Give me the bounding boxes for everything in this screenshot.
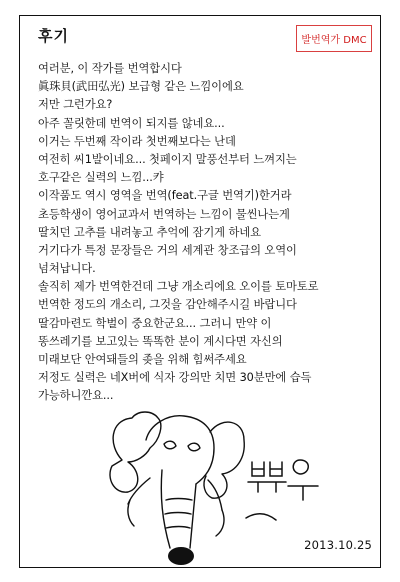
signature <box>246 460 318 520</box>
text-line: 넘쳐납니다. <box>38 262 96 276</box>
elephant-eye-left <box>164 441 176 449</box>
text-line: 아주 꼴릿한데 번역이 되지를 않네요... <box>38 116 225 130</box>
elephant-trunk <box>161 470 196 548</box>
text-line: 이작품도 역시 영역을 번역(feat.구글 번역기)한거라 <box>38 189 292 203</box>
text-line: 미래보단 안여돼들의 좆을 위해 힘써주세요 <box>38 353 247 366</box>
text-line: 거기다가 특정 문장들은 거의 세계관 창조급의 오역이 <box>38 243 297 257</box>
text-line: 저정도 실력은 네X버에 식자 강의만 치면 30분만에 습득 <box>38 371 312 385</box>
elephant-trunk-tip <box>168 547 194 565</box>
text-line: 번역한 정도의 개소리, 그것을 감안해주시길 바랍니다 <box>38 298 297 312</box>
elephant-eye-right <box>188 443 200 451</box>
text-line: 딸감마련도 학벌이 중요한군요... 그러니 만약 이 <box>38 316 272 330</box>
text-line: 여러분, 이 작가를 번역합시다 <box>38 62 182 75</box>
text-line: 초등학생이 영어교과서 번역하는 느낌이 물씬나는게 <box>38 207 290 221</box>
text-line: 이거는 두번째 작이라 첫번째보다는 난데 <box>38 134 236 148</box>
page-title: 후기 <box>38 27 69 45</box>
date-label: 2013.10.25 <box>304 538 372 552</box>
text-line: 딸치던 고추를 내려놓고 추억에 잠기게 하네요 <box>38 225 261 239</box>
elephant-left-ear <box>110 412 161 492</box>
text-line: 저만 그런가요? <box>38 98 113 112</box>
text-line: 호구같은 실력의 느낌...캬 <box>38 171 164 185</box>
translator-badge: 발번역가 DMC <box>296 25 372 52</box>
elephant-head <box>146 416 214 484</box>
text-line: 가능하니깐요... <box>38 389 114 403</box>
text-line: 솔직히 제가 번역한건데 그냥 개소리에요 오이를 토마토로 <box>38 280 319 294</box>
text-line: 여전히 씨1발이네요... 첫페이지 말풍선부터 느껴지는 <box>38 152 297 166</box>
text-line: 眞珠貝(武田弘光) 보급형 같은 느낌이에요 <box>38 80 244 94</box>
text-line: 똥쓰레기를 보고있는 똑똑한 분이 계시다면 자신의 <box>38 334 283 348</box>
elephant-right-ear <box>204 422 244 498</box>
